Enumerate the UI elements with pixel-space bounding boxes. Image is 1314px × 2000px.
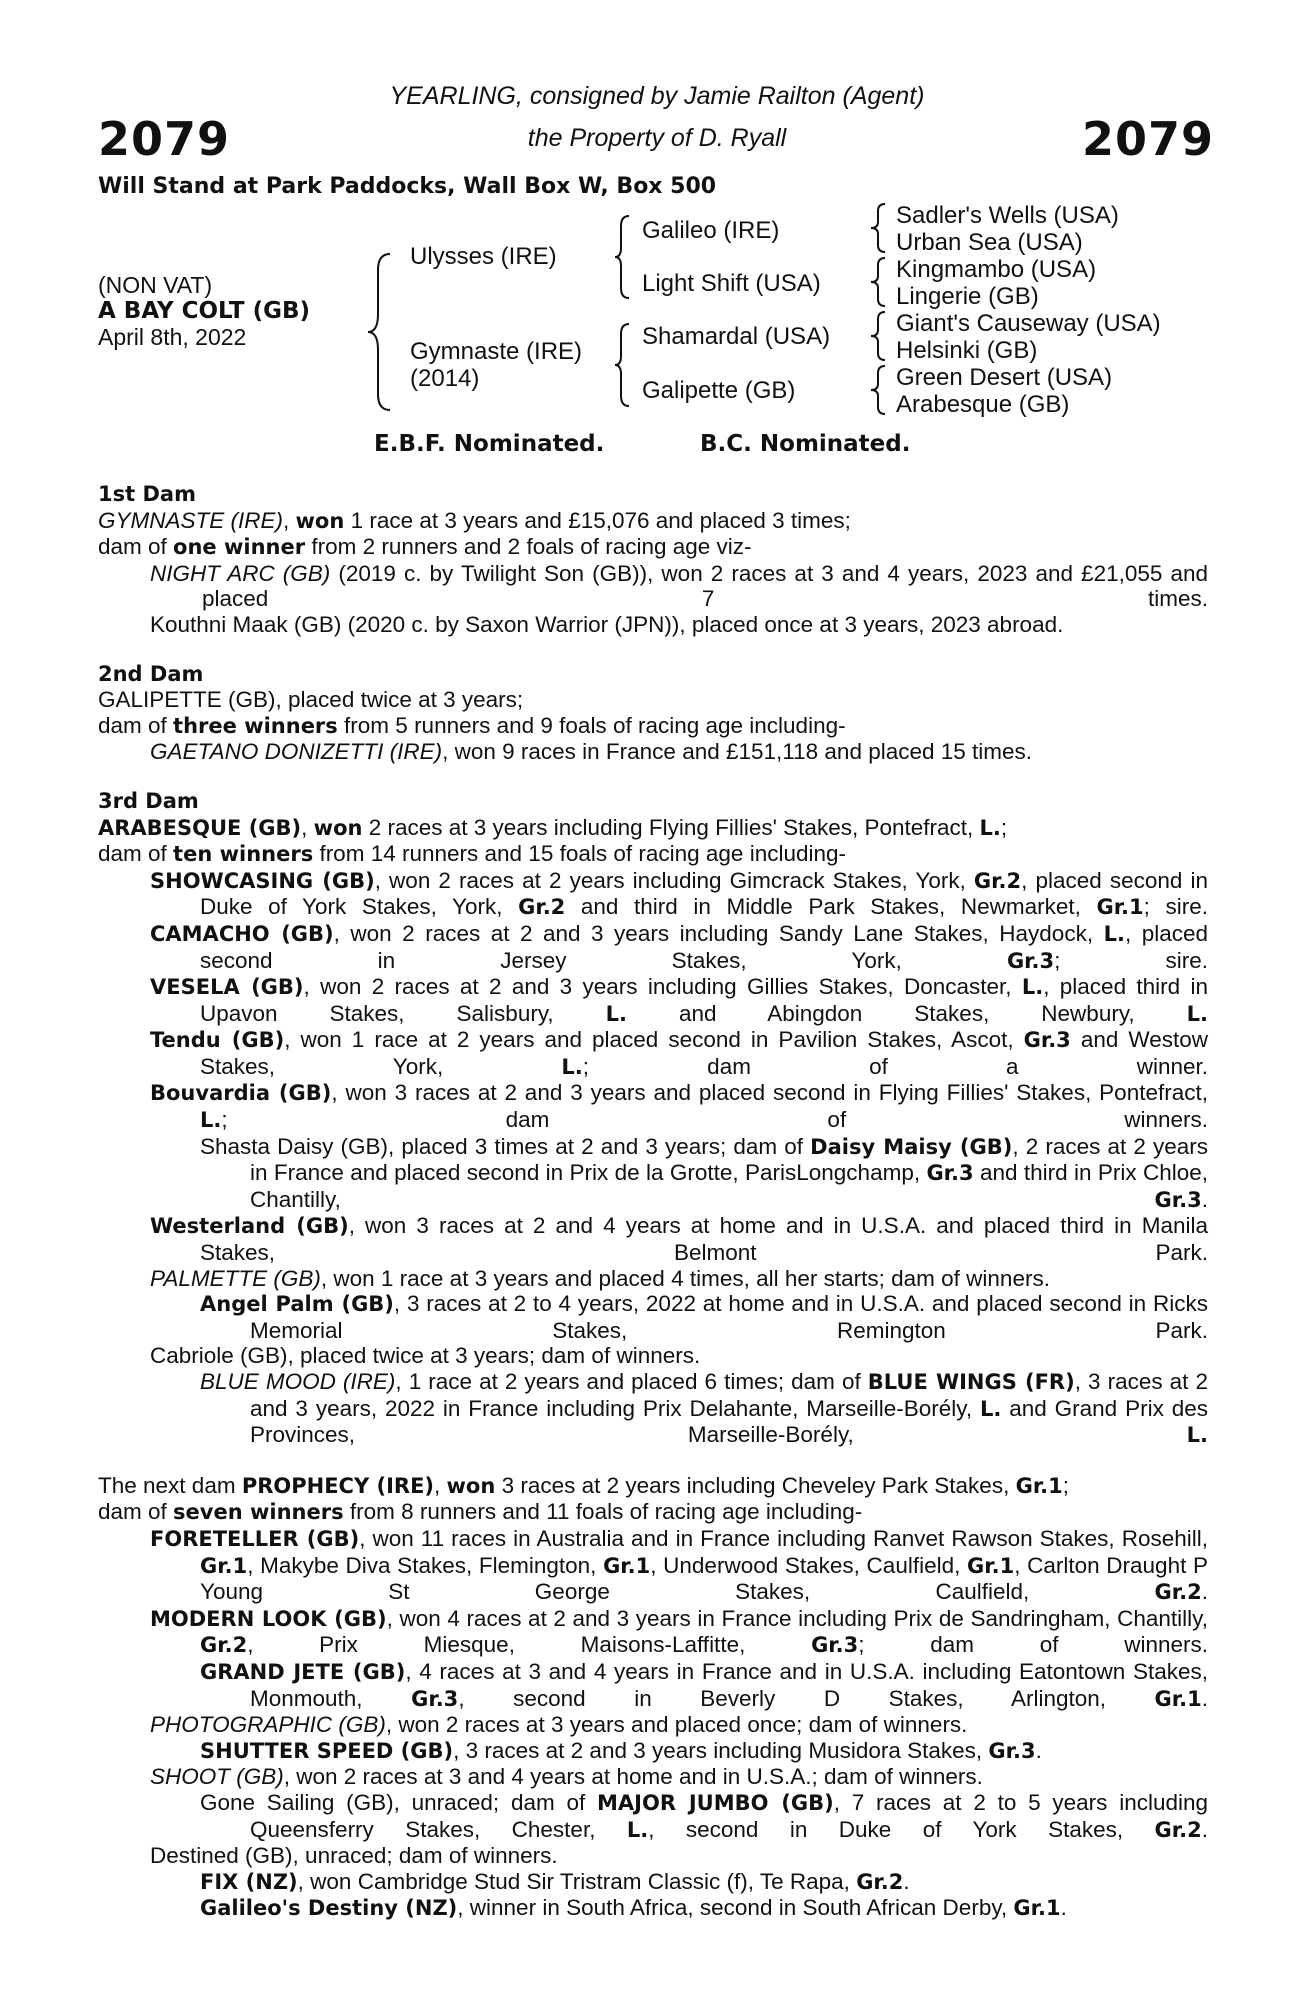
dam-produce-summary: dam of seven winners from 8 runners and 11 foals of racing age including- <box>98 1499 863 1525</box>
produce-entry: VESELA (GB), won 2 races at 2 and 3 years including Gillies Stakes, Doncaster, L., placed third in Upavon Stakes, Salisbury, L. and Abingdon Stakes, Newbury, L. <box>150 974 1209 1026</box>
produce-entry: Gone Sailing (GB), unraced; dam of MAJOR JUMBO (GB), 7 races at 2 to 5 years including Queensferry Stakes, Chester, L., second in Duke of York Stakes, Gr.2. <box>200 1789 1209 1842</box>
produce-entry: Angel Palm (GB), 3 races at 2 to 4 years, 2022 at home and in U.S.A. and placed second in Ricks Memorial Stakes, Remington Park. <box>200 1291 1208 1343</box>
dam-produce-summary: dam of one winner from 2 runners and 2 foals of racing age viz- <box>98 534 752 560</box>
produce-record <box>98 482 1208 1922</box>
pedigree-brace-main <box>364 252 394 412</box>
pedigree-dam-dam: Galipette (GB) <box>642 377 796 404</box>
section-heading: 1st Dam <box>98 482 196 506</box>
next-dam-section <box>98 1473 1208 1922</box>
pedigree-dam: Gymnaste (IRE) <box>410 338 583 365</box>
produce-entry: NIGHT ARC (GB) (2019 c. by Twilight Son (GB)), won 2 races at 3 and 4 years, 2023 and £21,055 and placed 7 times. <box>150 560 1208 612</box>
produce-entry: Shasta Daisy (GB), placed 3 times at 2 and 3 years; dam of Daisy Maisy (GB), 2 races at 2 years in France and placed second in Prix de la Grotte, ParisLongchamp, Gr.3 and third in Prix Chloe, Chantilly, Gr.3. <box>200 1133 1208 1212</box>
pedigree-dam-year: (2014) <box>410 365 480 392</box>
produce-entry: GRAND JETE (GB), 4 races at 3 and 4 years in France and in U.S.A. including Eatontown Stakes, Monmouth, Gr.3, second in Beverly D Stakes, Arlington, Gr.1. <box>200 1658 1209 1711</box>
pedigree-sire: Ulysses (IRE) <box>410 243 557 270</box>
pedigree-brace-g3 <box>868 310 888 362</box>
dam-produce-summary: dam of ten winners from 14 runners and 15 foals of racing age including- <box>98 841 847 867</box>
horse-name: A BAY COLT (GB) <box>98 298 311 324</box>
ebf-nomination: E.B.F. Nominated. <box>374 431 605 457</box>
pedigree-gen3-1: Sadler's Wells (USA) <box>896 202 1119 229</box>
produce-entry: Bouvardia (GB), won 3 races at 2 and 3 years and placed second in Flying Fillies' Stakes, Pontefract, L.; dam of winners. <box>150 1080 1208 1133</box>
stand-location: Will Stand at Park Paddocks, Wall Box W, Box 500 <box>98 174 717 199</box>
dam-line: ARABESQUE (GB), won 2 races at 3 years including Flying Fillies' Stakes, Pontefract, L.; <box>98 814 1008 840</box>
pedigree-brace-dam <box>612 322 632 408</box>
dam-line: GALIPETTE (GB), placed twice at 3 years; <box>98 687 524 713</box>
pedigree-gen3-7: Green Desert (USA) <box>896 364 1113 391</box>
produce-entry: Tendu (GB), won 1 race at 2 years and placed second in Pavilion Stakes, Ascot, Gr.3 and Westow Stakes, York, L.; dam of a winner. <box>150 1027 1208 1079</box>
produce-entry: FIX (NZ), won Cambridge Stud Sir Tristram Classic (f), Te Rapa, Gr.2. <box>200 1868 910 1894</box>
produce-entry: Cabriole (GB), placed twice at 3 years; dam of winners. <box>150 1343 701 1369</box>
section-heading: 3rd Dam <box>98 788 199 813</box>
pedigree-gen3-6: Helsinki (GB) <box>896 337 1038 364</box>
produce-entry: CAMACHO (GB), won 2 races at 2 and 3 years including Sandy Lane Stakes, Haydock, L., placed second in Jersey Stakes, York, Gr.3; sire. <box>150 920 1209 973</box>
produce-entry: SHOOT (GB), won 2 races at 3 and 4 years at home and in U.S.A.; dam of winners. <box>150 1764 983 1790</box>
first-dam-section <box>98 482 1208 638</box>
dam-line: The next dam PROPHECY (IRE), won 3 races at 2 years including Cheveley Park Stakes, Gr.1; <box>98 1472 1070 1498</box>
vat-status: (NON VAT) <box>98 272 213 298</box>
produce-entry: Galileo's Destiny (NZ), winner in South Africa, second in South African Derby, Gr.1. <box>200 1895 1067 1921</box>
pedigree-gen3-4: Lingerie (GB) <box>896 283 1039 310</box>
produce-entry: FORETELLER (GB), won 11 races in Australia and in France including Ranvet Rawson Stakes, Rosehill, Gr.1, Makybe Diva Stakes, Flemington, Gr.1, Underwood Stakes, Caulfield, Gr.1, Carlton Draught P Young St George Stakes, Caulfield, Gr.2. <box>150 1525 1208 1605</box>
produce-entry: BLUE MOOD (IRE), 1 race at 2 years and placed 6 times; dam of BLUE WINGS (FR), 3 races at 2 and 3 years, 2022 in France including Prix Delahante, Marseille-Borély, L. and Grand Prix des Provinces, Marseille-Borély, L. <box>200 1369 1208 1448</box>
pedigree-gen3-5: Giant's Causeway (USA) <box>896 310 1161 337</box>
section-heading: 2nd Dam <box>98 661 204 686</box>
pedigree-brace-g4 <box>868 364 888 416</box>
foaling-date: April 8th, 2022 <box>98 324 247 350</box>
pedigree-brace-g2 <box>868 256 888 308</box>
pedigree-brace-g1 <box>868 202 888 254</box>
dam-produce-summary: dam of three winners from 5 runners and 9 foals of racing age including- <box>98 712 846 738</box>
pedigree-brace-sire <box>612 214 632 300</box>
produce-entry: GAETANO DONIZETTI (IRE), won 9 races in France and £151,118 and placed 15 times. <box>150 739 1033 765</box>
pedigree-dam-sire: Shamardal (USA) <box>642 323 831 350</box>
bc-nomination: B.C. Nominated. <box>700 431 911 457</box>
produce-entry: PALMETTE (GB), won 1 race at 3 years and placed 4 times, all her starts; dam of winners. <box>150 1265 1050 1291</box>
consignor-line: YEARLING, consigned by Jamie Railton (Agent) <box>389 82 925 110</box>
produce-entry: PHOTOGRAPHIC (GB), won 2 races at 3 years and placed once; dam of winners. <box>150 1712 968 1738</box>
second-dam-section <box>98 662 1208 765</box>
produce-entry: SHUTTER SPEED (GB), 3 races at 2 and 3 years including Musidora Stakes, Gr.3. <box>200 1737 1042 1763</box>
pedigree-sire-dam: Light Shift (USA) <box>642 270 821 297</box>
lot-number-right: 2079 <box>1082 112 1215 166</box>
pedigree-sire-sire: Galileo (IRE) <box>642 217 780 244</box>
produce-entry: SHOWCASING (GB), won 2 races at 2 years including Gimcrack Stakes, York, Gr.2, placed second in Duke of York Stakes, York, Gr.2 and third in Middle Park Stakes, Newmarket, Gr.1; sire. <box>150 867 1209 920</box>
dam-line: GYMNASTE (IRE), won 1 race at 3 years and £15,076 and placed 3 times; <box>98 507 851 533</box>
lot-number-left: 2079 <box>98 112 231 166</box>
third-dam-section <box>98 789 1208 1449</box>
pedigree-gen3-2: Urban Sea (USA) <box>896 229 1083 256</box>
produce-entry: Westerland (GB), won 3 races at 2 and 4 years at home and in U.S.A. and placed third in Manila Stakes, Belmont Park. <box>150 1213 1208 1266</box>
produce-entry: MODERN LOOK (GB), won 4 races at 2 and 3 years in France including Prix de Sandringham, Chantilly, Gr.2, Prix Miesque, Maisons-Laffitte, Gr.3; dam of winners. <box>150 1605 1208 1658</box>
pedigree-gen3-8: Arabesque (GB) <box>896 391 1070 418</box>
property-line: the Property of D. Ryall <box>527 124 787 152</box>
pedigree-gen3-3: Kingmambo (USA) <box>896 256 1097 283</box>
produce-entry: Kouthni Maak (GB) (2020 c. by Saxon Warrior (JPN)), placed once at 3 years, 2023 abroad. <box>150 611 1064 637</box>
produce-entry: Destined (GB), unraced; dam of winners. <box>150 1843 558 1869</box>
